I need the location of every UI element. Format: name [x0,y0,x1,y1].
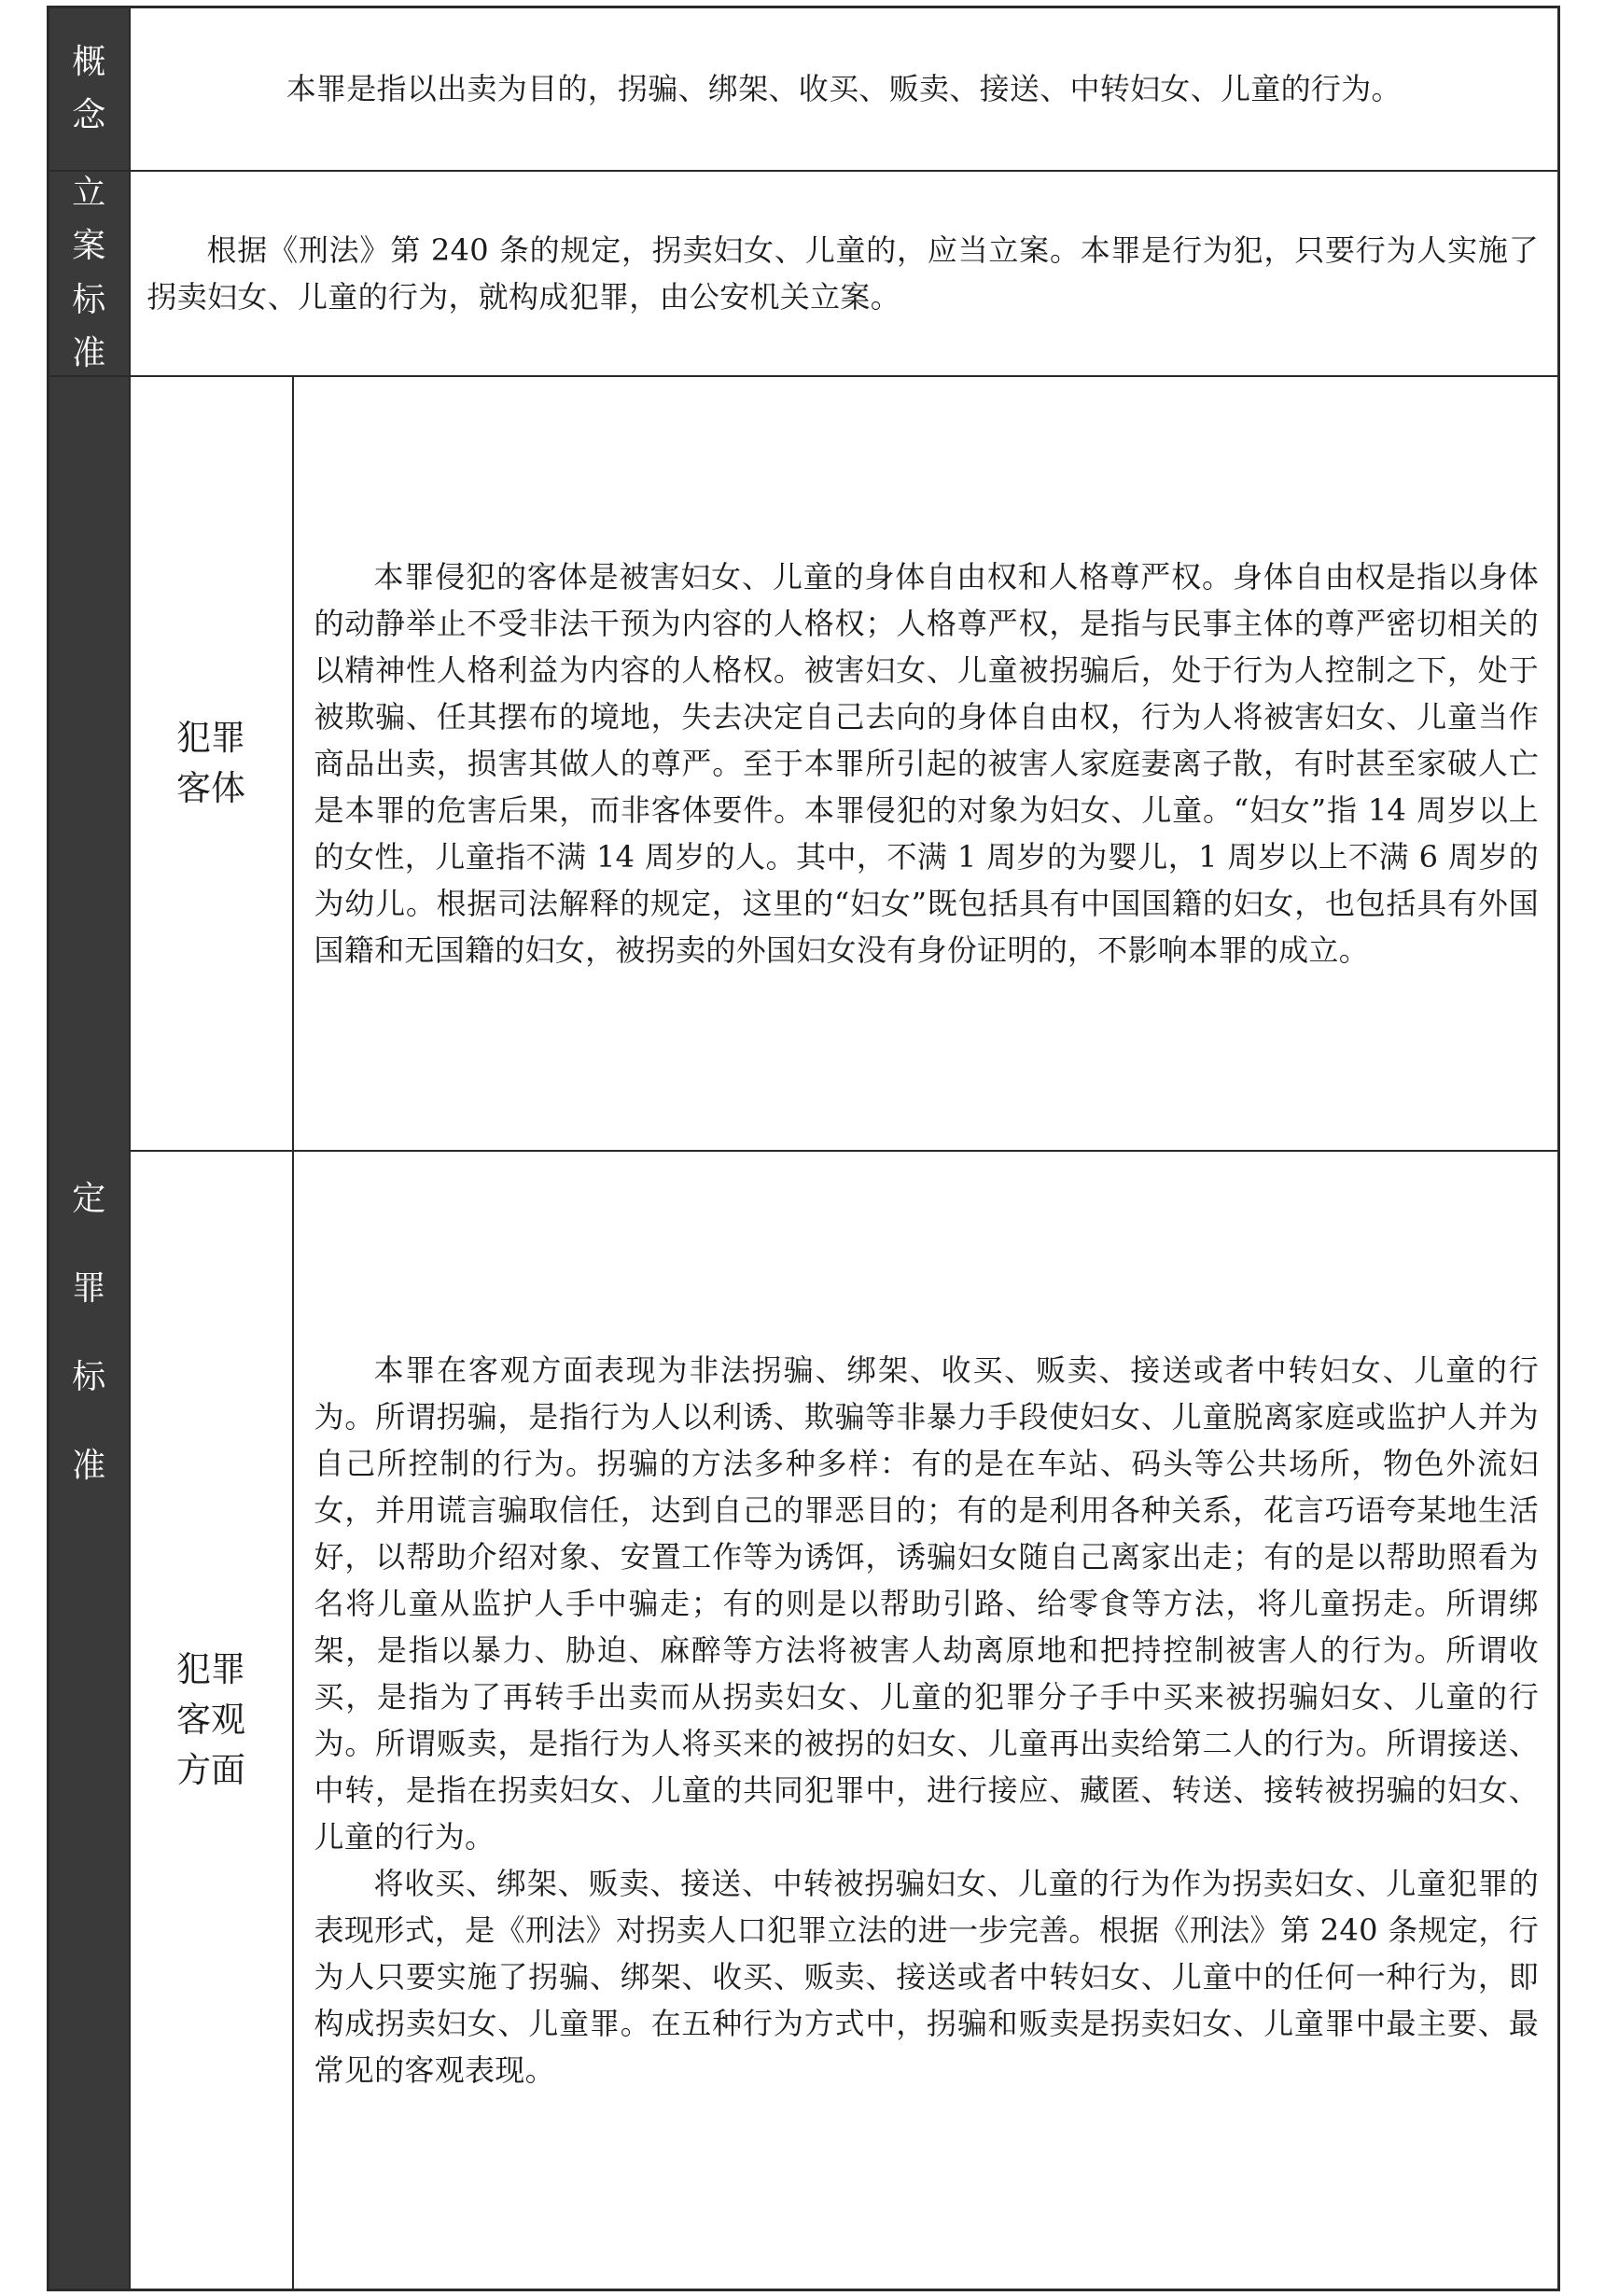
filing-standard-label-cell [49,171,130,376]
crime-object-content-cell [293,376,1559,1151]
filing-standard-label-char: 案 [72,227,106,266]
concept-row [49,7,1559,171]
conviction-standard-label-cell [49,376,130,2290]
objective-aspect-label-line: 犯罪 [176,1649,245,1690]
objective-aspect-paragraph: 将收买、绑架、贩卖、接送、中转被拐骗妇女、儿童的行为作为拐卖妇女、儿童犯罪的表现形式，是《刑法》对拐卖人口犯罪立法的进一步完善。根据《刑法》第 240 条规定，行为人只要实施了拐骗、绑架、收买、贩卖、接送或者中转妇女、儿童中的任何一种行为，即构成拐卖妇女、儿童罪。在五种行为方式中，拐骗和贩卖是拐卖妇女、儿童罪中最主要、最常见的客观表现。 [314,1865,1540,2088]
conviction-standard-label-char: 罪 [72,1268,106,1308]
objective-aspect-row [49,1151,1559,2290]
filing-standard-row [49,171,1559,376]
objective-aspect-content-cell [293,1151,1559,2290]
conviction-standard-label-char: 标 [72,1357,106,1396]
crime-object-label-line: 犯罪 [176,717,245,758]
filing-standard-text: 根据《刑法》第 240 条的规定，拐卖妇女、儿童的，应当立案。本罪是行为犯，只要行为人实施了拐卖妇女、儿童的行为，就构成犯罪，由公安机关立案。 [147,231,1540,315]
objective-aspect-label-cell [130,1151,293,2290]
filing-standard-label-char: 立 [72,174,106,213]
crime-object-label-line: 客体 [176,767,245,808]
concept-text: 本罪是指以出卖为目的，拐骗、绑架、收买、贩卖、接送、中转妇女、儿童的行为。 [286,71,1402,107]
concept-label-cell [49,7,130,171]
crime-definition-table [47,6,1560,2291]
concept-label-char: 概 [72,43,106,82]
filing-standard-label-char: 标 [72,280,106,319]
filing-standard-label [49,173,129,373]
conviction-standard-label-char: 准 [72,1446,106,1485]
filing-standard-content-cell [130,171,1559,376]
concept-content-cell [130,7,1559,171]
conviction-standard-label-char: 定 [72,1180,106,1219]
conviction-standard-label [49,1179,129,1486]
concept-label-char: 念 [72,96,106,135]
crime-object-row [49,376,1559,1151]
concept-label [49,42,129,135]
crime-object-paragraph: 本罪侵犯的客体是被害妇女、儿童的身体自由权和人格尊严权。身体自由权是指以身体的动静举止不受非法干预为内容的人格权；人格尊严权，是指与民事主体的尊严密切相关的以精神性人格利益为内容的人格权。被害妇女、儿童被拐骗后，处于行为人控制之下，处于被欺骗、任其摆布的境地，失去决定自己去向的身体自由权，行为人将被害妇女、儿童当作商品出卖，损害其做人的尊严。至于本罪所引起的被害人家庭妻离子散，有时甚至家破人亡是本罪的危害后果，而非客体要件。本罪侵犯的对象为妇女、儿童。“妇女”指 14 周岁以上的女性，儿童指不满 14 周岁的人。其中，不满 1 周岁的为婴儿，1 周岁以上不满 6 周岁的为幼儿。根据司法解释的规定，这里的“妇女”既包括具有中国国籍的妇女，也包括具有外国国籍和无国籍的妇女，被拐卖的外国妇女没有身份证明的，不影响本罪的成立。 [314,558,1540,968]
objective-aspect-label-line: 方面 [176,1749,245,1790]
crime-object-label-cell [130,376,293,1151]
filing-standard-label-char: 准 [72,333,106,372]
objective-aspect-paragraph: 本罪在客观方面表现为非法拐骗、绑架、收买、贩卖、接送或者中转妇女、儿童的行为。所谓拐骗，是指行为人以利诱、欺骗等非暴力手段使妇女、儿童脱离家庭或监护人并为自己所控制的行为。拐骗的方法多种多样：有的是在车站、码头等公共场所，物色外流妇女，并用谎言骗取信任，达到自己的罪恶目的；有的是利用各种关系，花言巧语夸某地生活好，以帮助介绍对象、安置工作等为诱饵，诱骗妇女随自己离家出走；有的是以帮助照看为名将儿童从监护人手中骗走；有的则是以帮助引路、给零食等方法，将儿童拐走。所谓绑架，是指以暴力、胁迫、麻醉等方法将被害人劫离原地和把持控制被害人的行为。所谓收买，是指为了再转手出卖而从拐卖妇女、儿童的犯罪分子手中买来被拐骗妇女、儿童的行为。所谓贩卖，是指行为人将买来的被拐的妇女、儿童再出卖给第二人的行为。所谓接送、中转，是指在拐卖妇女、儿童的共同犯罪中，进行接应、藏匿、转送、接转被拐骗的妇女、儿童的行为。 [314,1351,1540,1855]
objective-aspect-label-line: 客观 [176,1699,245,1740]
